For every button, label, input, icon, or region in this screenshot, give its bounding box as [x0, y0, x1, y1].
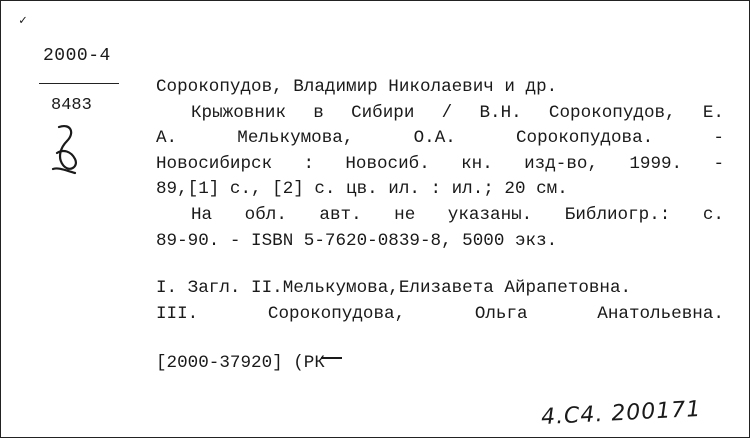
handwritten-mark [49, 123, 85, 177]
physical-description: 89,[1] с., [2] с. цв. ил. : ил.; 20 см. [156, 179, 568, 200]
spacer [156, 254, 724, 276]
notes-line: На обл. авт. не указаны. Библиогр.: с. [191, 204, 724, 225]
publication-line: Новосибирск : Новосиб. кн. изд-во, 1999. - [156, 153, 724, 174]
shelf-code-bottom: 8483 [51, 96, 92, 115]
handwritten-inventory-number: 4.С4. 200171 [540, 396, 702, 431]
isbn-line: 89-90. - ISBN 5-7620-0839-8, 5000 экз. [156, 230, 558, 251]
shelf-code-divider [39, 83, 119, 84]
record-number: [2000-37920] (РК [156, 353, 351, 373]
bibliographic-entry [156, 75, 724, 327]
tracings-line-2: III. Сорокопудова, Ольга Анатольевна. [156, 303, 724, 324]
title-line: Крыжовник в Сибири / В.Н. Сорокопудов, Е. [191, 102, 724, 123]
shelf-code-top: 2000-4 [43, 46, 111, 66]
cut-off-stroke [321, 357, 351, 373]
check-mark: ✓ [19, 13, 27, 28]
tracings-line-1: I. Загл. II.Мелькумова,Елизавета Айрапетовна. [156, 278, 632, 299]
responsibility-line: А. Мелькумова, О.А. Сорокопудова. - [156, 128, 724, 149]
author-heading: Сорокопудов, Владимир Николаевич и др. [156, 77, 558, 97]
